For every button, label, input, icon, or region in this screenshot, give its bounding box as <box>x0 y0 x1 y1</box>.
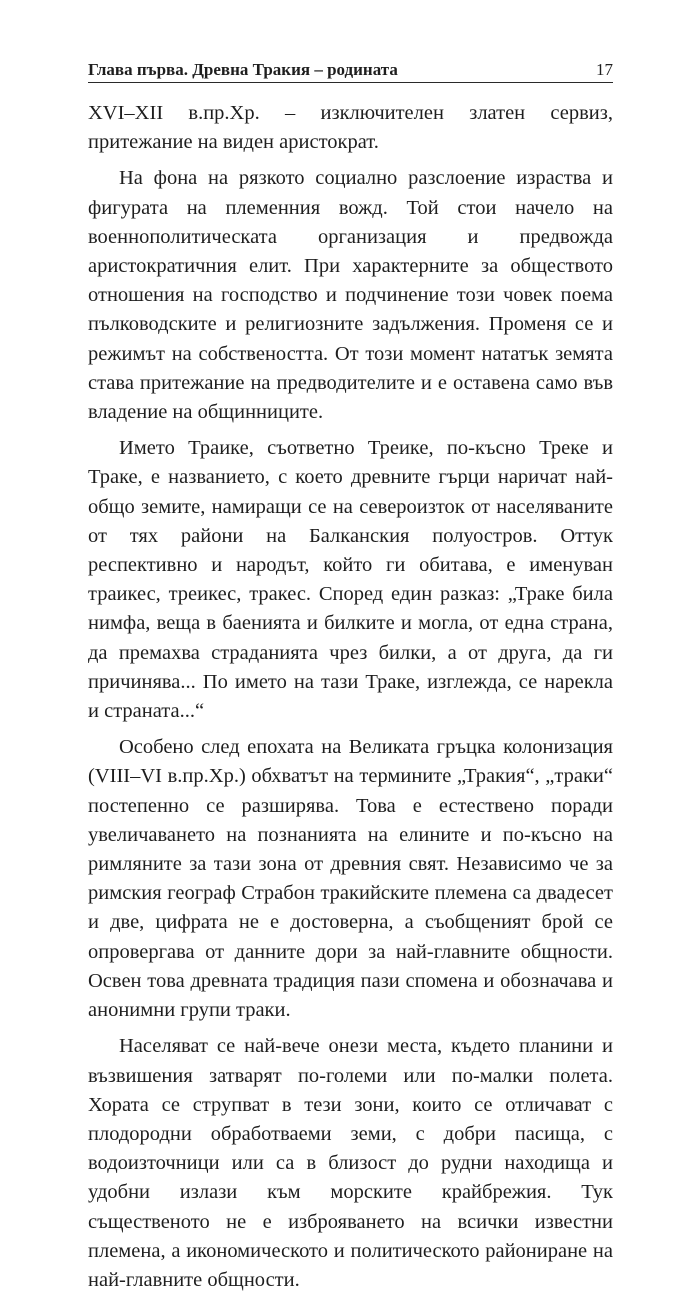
page-number: 17 <box>596 60 613 79</box>
body-text <box>88 99 613 1295</box>
paragraph-tribal-chief: На фона на рязкото социално разслоение израства и фигурата на племенния вожд. Той стои начело на военнополитическата организация и предвожда аристократичния елит. При характерните за обществото отношения на господство и подчинение този човек поема пълководските и религиозните задължения. Променя се и режимът на собствеността. От този момент нататък земята става притежание на предводителите и е оставена само във владение на общинниците. <box>88 167 613 424</box>
running-head <box>88 54 613 84</box>
paragraph-continuation: XVI–XII в.пр.Хр. – изключителен златен сервиз, притежание на виден аристократ. <box>88 102 613 154</box>
paragraph-colonization: Особено след епохата на Великата гръцка колонизация (VIII–VI в.пр.Хр.) обхватът на термините „Тракия“, „траки“ постепенно се разширява. Това е естествено поради увеличаването на познанията на елините и по-късно на римляните за тази зона от древния свят. Независимо че за римския географ Страбон тракийските племена са двадесет и две, цифрата не е достоверна, а съобщеният брой се опровергава от данните дори за най-главните общности. Освен това древната традиция пази спомена и обозначава и анонимни групи траки. <box>88 736 613 1022</box>
chapter-running-title: Глава първа. Древна Тракия – родината <box>88 60 398 79</box>
paragraph-settlement: Населяват се най-вече онези места, където планини и възвишения затварят по-големи или по-малки полета. Хората се струпват в тези зони, които се отличават с плодородни обработваеми земи, с добри пасища, с водоизточници или са в близост до рудни находища и удобни излази към морските крайбрежия. Тук същественото не е изброяването на всички известни племена, а икономическото и политическото райониране на най-главните общности. <box>88 1035 613 1291</box>
paragraph-name-thrace: Името Траике, съответно Треике, по-късно Треке и Траке, е названието, с което древните гърци наричат най-общо земите, намиращи се на североизток от населяваните от тях райони на Балканския полуостров. Оттук респективно и народът, който ги обитава, е именуван траикес, треикес, тракес. Според един разказ: „Траке била нимфа, веща в баенията и билките и могла, от една страна, да премахва страданията чрез билки, а от друга, да ги причинява... По името на тази Траке, изглежда, се нарекла и страната...“ <box>88 437 613 723</box>
header-rule <box>88 82 613 83</box>
